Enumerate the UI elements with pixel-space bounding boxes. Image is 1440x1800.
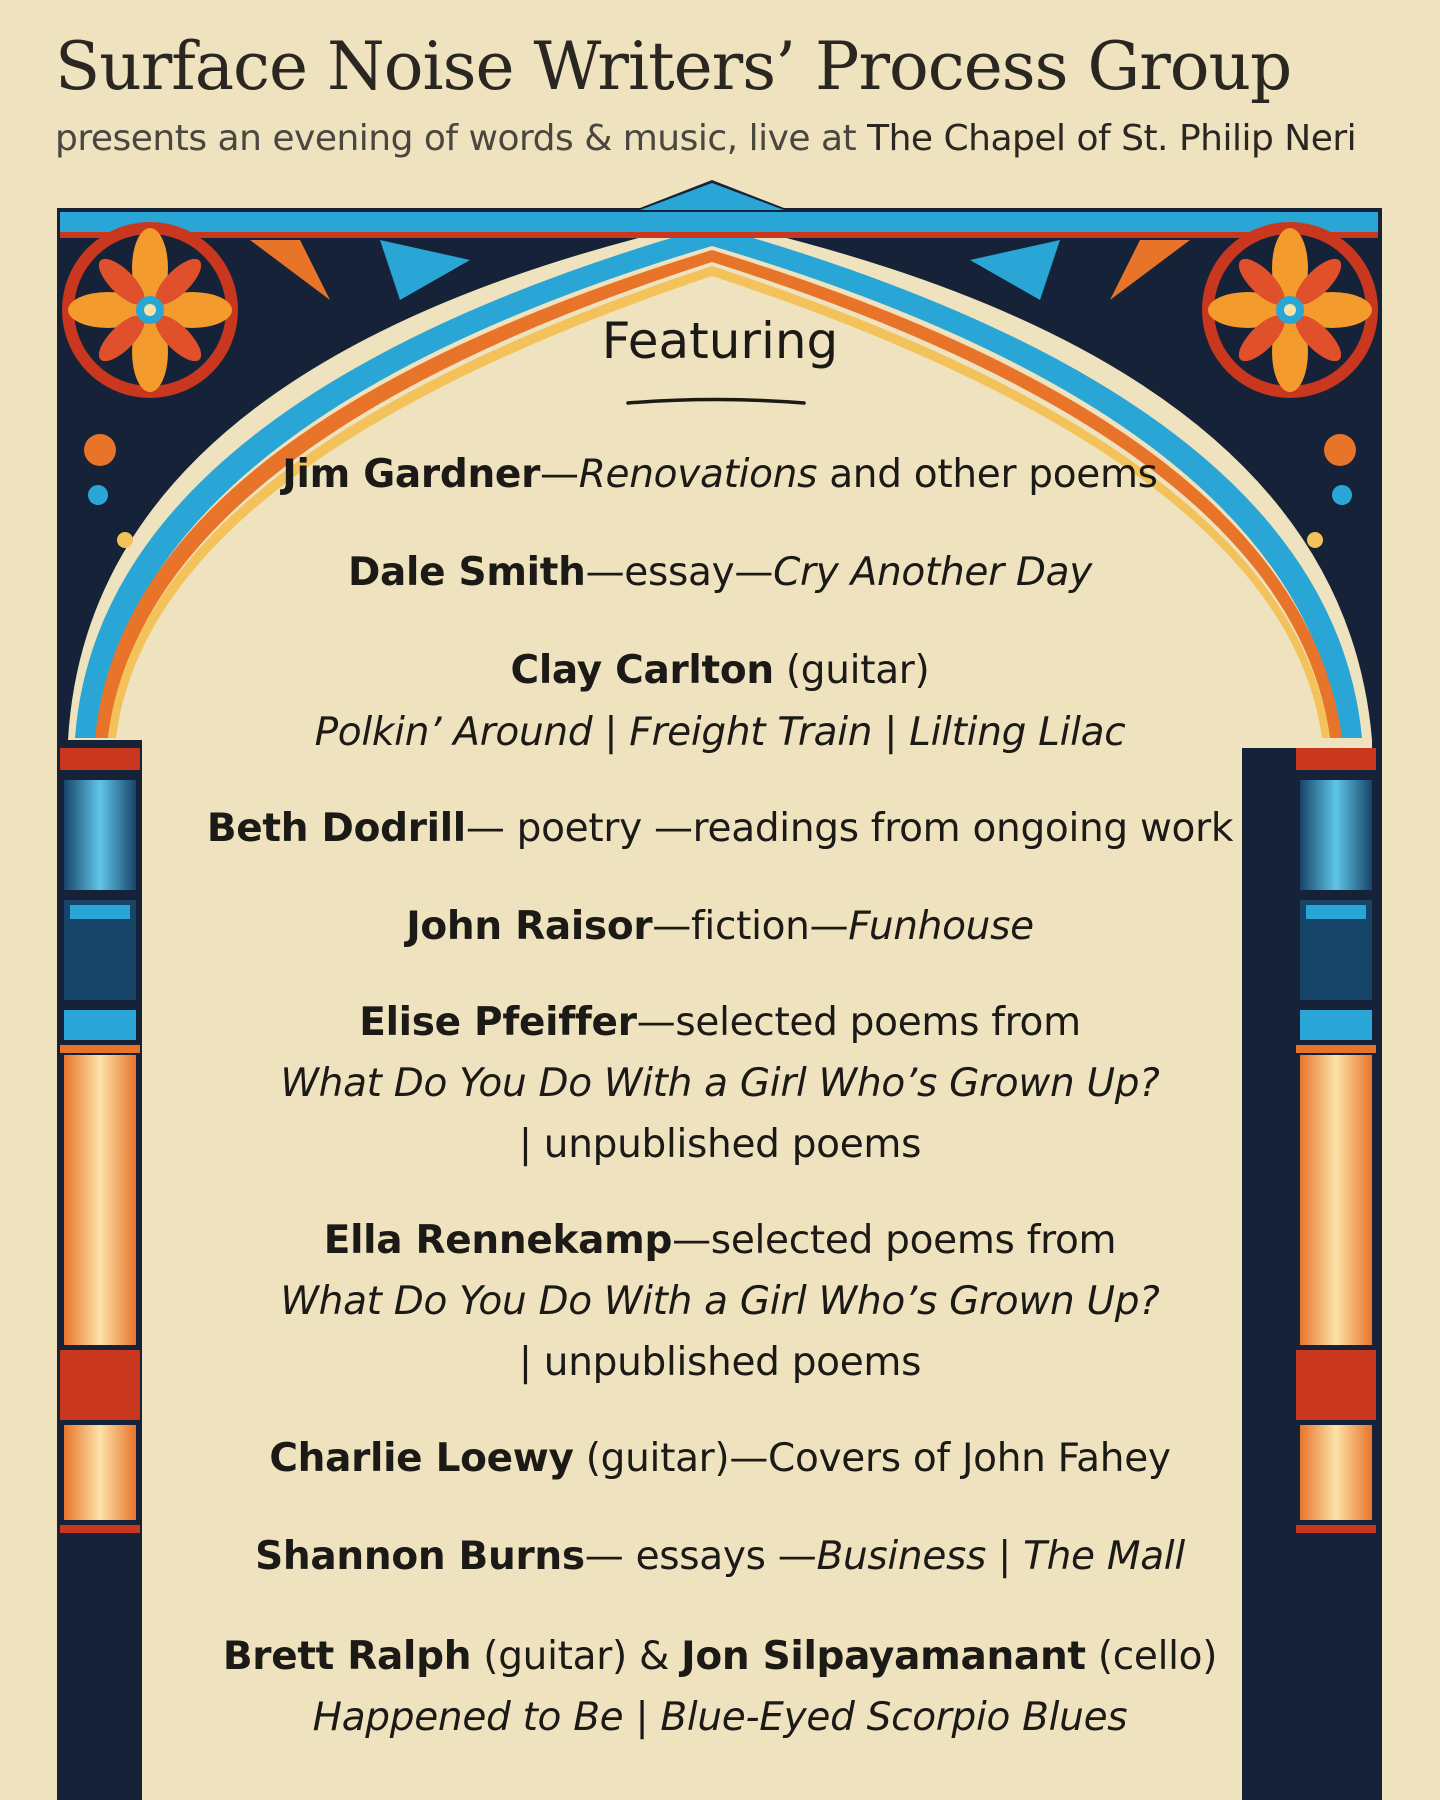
genre: — essays — [584,1534,817,1579]
lineup-entry-shannon-burns [0,1534,1440,1579]
book-title-ella [0,1279,1440,1324]
performer-name: Jim Gardner [282,452,541,497]
book-title-elise [0,1061,1440,1106]
song-titles: Polkin’ Around | Freight Train | Lilting Lilac [314,710,1126,755]
extra-note: | unpublished poems [518,1340,922,1385]
lineup-entry-brett-ralph-jon-silpayamanant [0,1634,1440,1679]
featuring-heading: Featuring [601,312,839,370]
lineup-entry-ella-rennekamp [0,1218,1440,1263]
work-title: Cry Another Day [773,550,1093,595]
work-title: Business | The Mall [816,1534,1185,1579]
lineup-entry-clay-carlton [0,648,1440,693]
performer-name: Beth Dodrill [206,806,466,851]
book-title: What Do You Do With a Girl Who’s Grown Up? [280,1279,1160,1324]
lineup-entry-charlie-loewy [0,1436,1440,1481]
genre: —fiction— [652,904,849,949]
separator: — [540,452,579,497]
song-list-brett-jon [0,1695,1440,1740]
instrument: (guitar) [773,648,930,693]
performer-name: Ella Rennekamp [323,1218,673,1263]
event-subtitle [55,118,1395,159]
lineup-entry-dale-smith [0,550,1440,595]
extra-note: | unpublished poems [518,1122,922,1167]
performer-name: John Raisor [406,904,653,949]
work-note: (guitar)—Covers of John Fahey [573,1436,1171,1481]
venue-name: The Chapel of St. Philip Neri [867,118,1357,159]
subtitle-text: presents an evening of words & music, live at [55,118,857,159]
work-note: — poetry —readings from ongoing work [465,806,1234,851]
performer-name: Clay Carlton [510,648,774,693]
performer-name: Brett Ralph [222,1634,472,1679]
work-note: and other poems [817,452,1158,497]
event-title: Surface Noise Writers’ Process Group [55,28,1292,105]
work-note: —selected poems from [636,1000,1081,1045]
lineup-entry-jim-gardner [0,452,1440,497]
song-list-clay-carlton [0,710,1440,755]
book-title: What Do You Do With a Girl Who’s Grown Up? [280,1061,1160,1106]
performer-name: Dale Smith [347,550,586,595]
performer-name: Jon Silpayamanant [681,1634,1086,1679]
extra-note-elise [0,1122,1440,1167]
extra-note-ella [0,1340,1440,1385]
performer-name: Elise Pfeiffer [359,1000,637,1045]
work-note: —selected poems from [672,1218,1117,1263]
lineup-entry-elise-pfeiffer [0,1000,1440,1045]
featuring-underline [626,396,806,408]
performer-name: Charlie Loewy [269,1436,574,1481]
work-title: Funhouse [848,904,1034,949]
instrument: (cello) [1085,1634,1218,1679]
lineup-entry-john-raisor [0,904,1440,949]
song-titles: Happened to Be | Blue-Eyed Scorpio Blues [312,1695,1128,1740]
genre: —essay— [585,550,774,595]
work-title: Renovations [578,452,818,497]
instrument: (guitar) & [471,1634,682,1679]
lineup-entry-beth-dodrill [0,806,1440,851]
performer-name: Shannon Burns [255,1534,585,1579]
